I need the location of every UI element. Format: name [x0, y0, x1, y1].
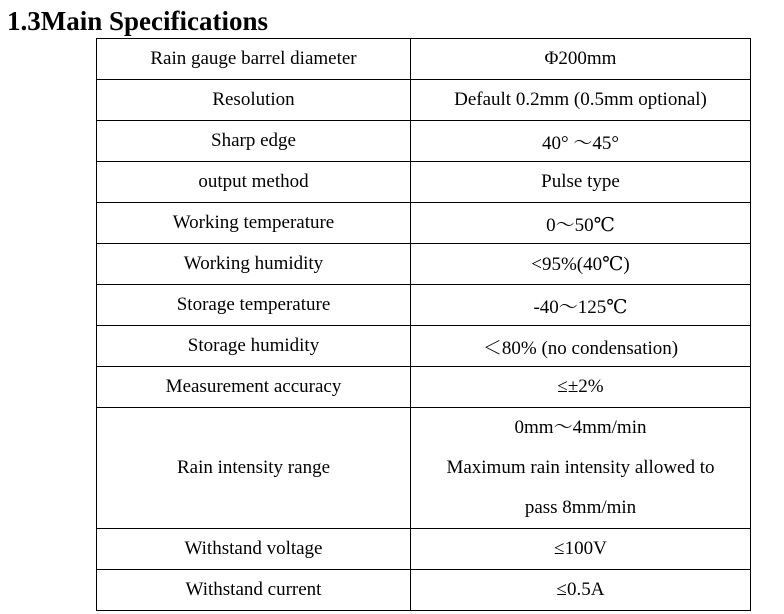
- value-cell: 40° ～45°: [411, 121, 751, 162]
- value-line: Maximum rain intensity allowed to: [446, 457, 715, 478]
- param-cell: Measurement accuracy: [97, 367, 411, 408]
- value-line: 0mm～4mm/min: [514, 417, 647, 438]
- value-cell: <95%(40℃): [411, 244, 751, 285]
- table-row: [97, 80, 751, 121]
- value-cell-multiline: [411, 408, 751, 529]
- table-row: [97, 121, 751, 162]
- table-row: [97, 570, 751, 611]
- table-row: [97, 162, 751, 203]
- param-cell: Working temperature: [97, 203, 411, 244]
- value-line: pass 8mm/min: [524, 497, 637, 518]
- param-cell: Storage humidity: [97, 326, 411, 367]
- value-cell: Φ200mm: [411, 39, 751, 80]
- param-cell: Withstand current: [97, 570, 411, 611]
- table-row: [97, 39, 751, 80]
- table-row: [97, 244, 751, 285]
- table-row: [97, 529, 751, 570]
- value-cell: Default 0.2mm (0.5mm optional): [411, 80, 751, 121]
- value-cell: ≤±2%: [411, 367, 751, 408]
- param-cell: Withstand voltage: [97, 529, 411, 570]
- value-cell: ＜80% (no condensation): [411, 326, 751, 367]
- value-cell: ≤100V: [411, 529, 751, 570]
- table-row: [97, 326, 751, 367]
- table-row: [97, 367, 751, 408]
- param-cell: Rain gauge barrel diameter: [97, 39, 411, 80]
- value-cell: 0～50℃: [411, 203, 751, 244]
- table-row: [97, 203, 751, 244]
- section-heading: 1.3Main Specifications: [7, 6, 268, 36]
- param-cell: Rain intensity range: [97, 408, 411, 529]
- param-cell: Resolution: [97, 80, 411, 121]
- value-cell: ≤0.5A: [411, 570, 751, 611]
- param-cell: Working humidity: [97, 244, 411, 285]
- value-cell: Pulse type: [411, 162, 751, 203]
- value-cell: -40～125℃: [411, 285, 751, 326]
- param-cell: output method: [97, 162, 411, 203]
- specifications-table: [96, 38, 751, 611]
- param-cell: Sharp edge: [97, 121, 411, 162]
- param-cell: Storage temperature: [97, 285, 411, 326]
- table-row: [97, 285, 751, 326]
- table-row: [97, 408, 751, 529]
